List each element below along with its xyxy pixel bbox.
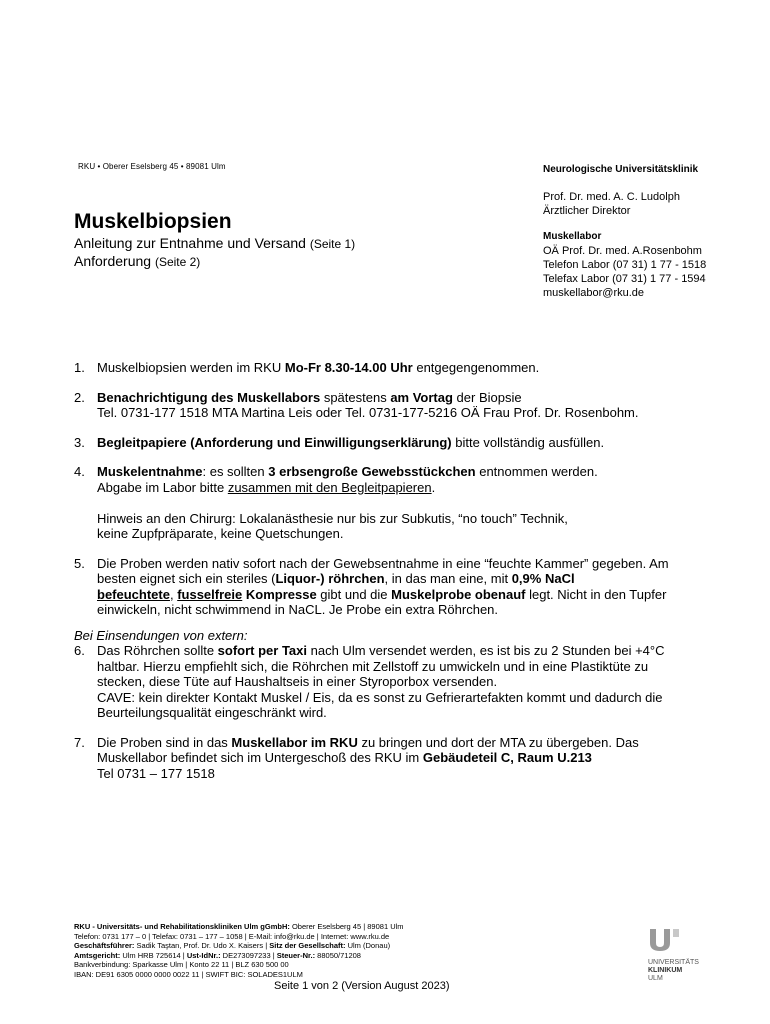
- extern-heading: Bei Einsendungen von extern:: [74, 627, 248, 643]
- lab-email[interactable]: muskellabor@rku.de: [543, 287, 645, 299]
- lab-fax: Telefax Labor (07 31) 1 77 - 1594: [543, 273, 706, 285]
- lab-block: [543, 230, 706, 300]
- list-item: 2. Benachrichtigung des Muskellabors spätestens am Vortag der Biopsie Tel. 0731-177 1518 MTA Martina Leis oder Tel. 0731-177-5216 OÄ Frau Prof. Dr. Rosenbohm.: [74, 389, 639, 420]
- footer-info: RKU - Universitäts- und Rehabilitationskliniken Ulm gGmbH: Oberer Eselsberg 45 | 89081 Ulm Telefon: 0731 177 – 0 | Telefax: 0731 – 177 – 1058 | E-Mail: info@rku.de | Internet: www.rku.de Geschäftsführer: Sadik Taştan, Prof. Dr. Udo X. Kaisers | Sitz der Gesellschaft: Ulm (Donau) Amtsgericht: Ulm HRB 725614 | Ust-IdNr.: DE273097233 | Steuer-Nr.: 88050/71208 Bankverbindung: Sparkasse Ulm | Konto 22 11 | BLZ 630 500 00 IBAN: DE91 6305 0000 0000 0022 11 | SWIFT BIC: SOLADES1ULM: [74, 922, 404, 979]
- university-logo: [648, 927, 708, 987]
- subtitle: [74, 235, 355, 271]
- subtitle-line1: Anleitung zur Entnahme und Versand: [74, 235, 306, 251]
- director-block: [543, 190, 680, 218]
- list-item: 5. Die Proben werden nativ sofort nach der Gewebsentnahme in eine “feuchte Kammer” gegeben. Am besten eignet sich ein steriles (Liquor-) röhrchen, in das man eine, mit 0,9% NaCl befeuchtete, fusselfreie Kompresse gibt und die Muskelprobe obenauf legt. Nicht in den Tupfer einwickeln, nicht schwimmend in NaCL. Je Probe ein extra Röhrchen.: [74, 555, 669, 617]
- director-name: Prof. Dr. med. A. C. Ludolph: [543, 191, 680, 203]
- lab-title: Muskellabor: [543, 231, 602, 242]
- list-item: 6. Das Röhrchen sollte sofort per Taxi nach Ulm versendet werden, es ist bis zu 2 Stunden bei +4°C haltbar. Hierzu empfiehlt sich, die Röhrchen mit Zellstoff zu umwickeln und in eine Plastiktüte zu stecken, diese Tüte auf Haushaltseis in einer Styroporbox versenden. CAVE: kein direkter Kontakt Muskel / Eis, da es sonst zu Gefrierartefakten kommt und dadurch die Beurteilungsqualität eingeschränkt wird.: [74, 643, 665, 720]
- list-item: 4. Muskelentnahme: es sollten 3 erbsengroße Gewebsstückchen entnommen werden. Abgabe im Labor bitte zusammen mit den Begleitpapieren. Hinweis an den Chirurg: Lokalanästhesie nur bis zur Subkutis, “no touch” Technik, keine Zupfpräparate, keine Quetschungen.: [74, 464, 598, 541]
- lab-head: OÄ Prof. Dr. med. A.Rosenbohm: [543, 245, 702, 257]
- list-item: 7. Die Proben sind in das Muskellabor im RKU zu bringen und dort der MTA zu übergeben. Das Muskellabor befindet sich im Untergeschoß des RKU im Gebäudeteil C, Raum U.213 Tel 0731 – 177 1518: [74, 734, 639, 781]
- page-title: Muskelbiopsien: [74, 210, 232, 233]
- page-number: Seite 1 von 2 (Version August 2023): [274, 980, 450, 992]
- subtitle-line2: Anforderung: [74, 253, 152, 269]
- subtitle-line1-page: (Seite 1): [309, 237, 356, 251]
- director-role: Ärztlicher Direktor: [543, 205, 631, 217]
- list-item: 3. Begleitpapiere (Anforderung und Einwilligungserklärung) bitte vollständig ausfüllen.: [74, 434, 605, 450]
- clinic-name: Neurologische Universitätsklinik: [543, 164, 699, 175]
- instruction-list: [74, 360, 724, 781]
- sender-address: RKU • Oberer Eselsberg 45 • 89081 Ulm: [78, 162, 226, 171]
- logo-line1: UNIVERSITÄTS: [648, 959, 699, 966]
- logo-line3: ULM: [648, 975, 663, 982]
- logo-mark-icon: [648, 927, 688, 951]
- lab-phone: Telefon Labor (07 31) 1 77 - 1518: [543, 259, 707, 271]
- subtitle-line2-page: (Seite 2): [154, 255, 201, 269]
- list-item: 1. Muskelbiopsien werden im RKU Mo-Fr 8.30-14.00 Uhr entgegengenommen.: [74, 360, 540, 375]
- logo-line2: KLINIKUM: [648, 967, 683, 974]
